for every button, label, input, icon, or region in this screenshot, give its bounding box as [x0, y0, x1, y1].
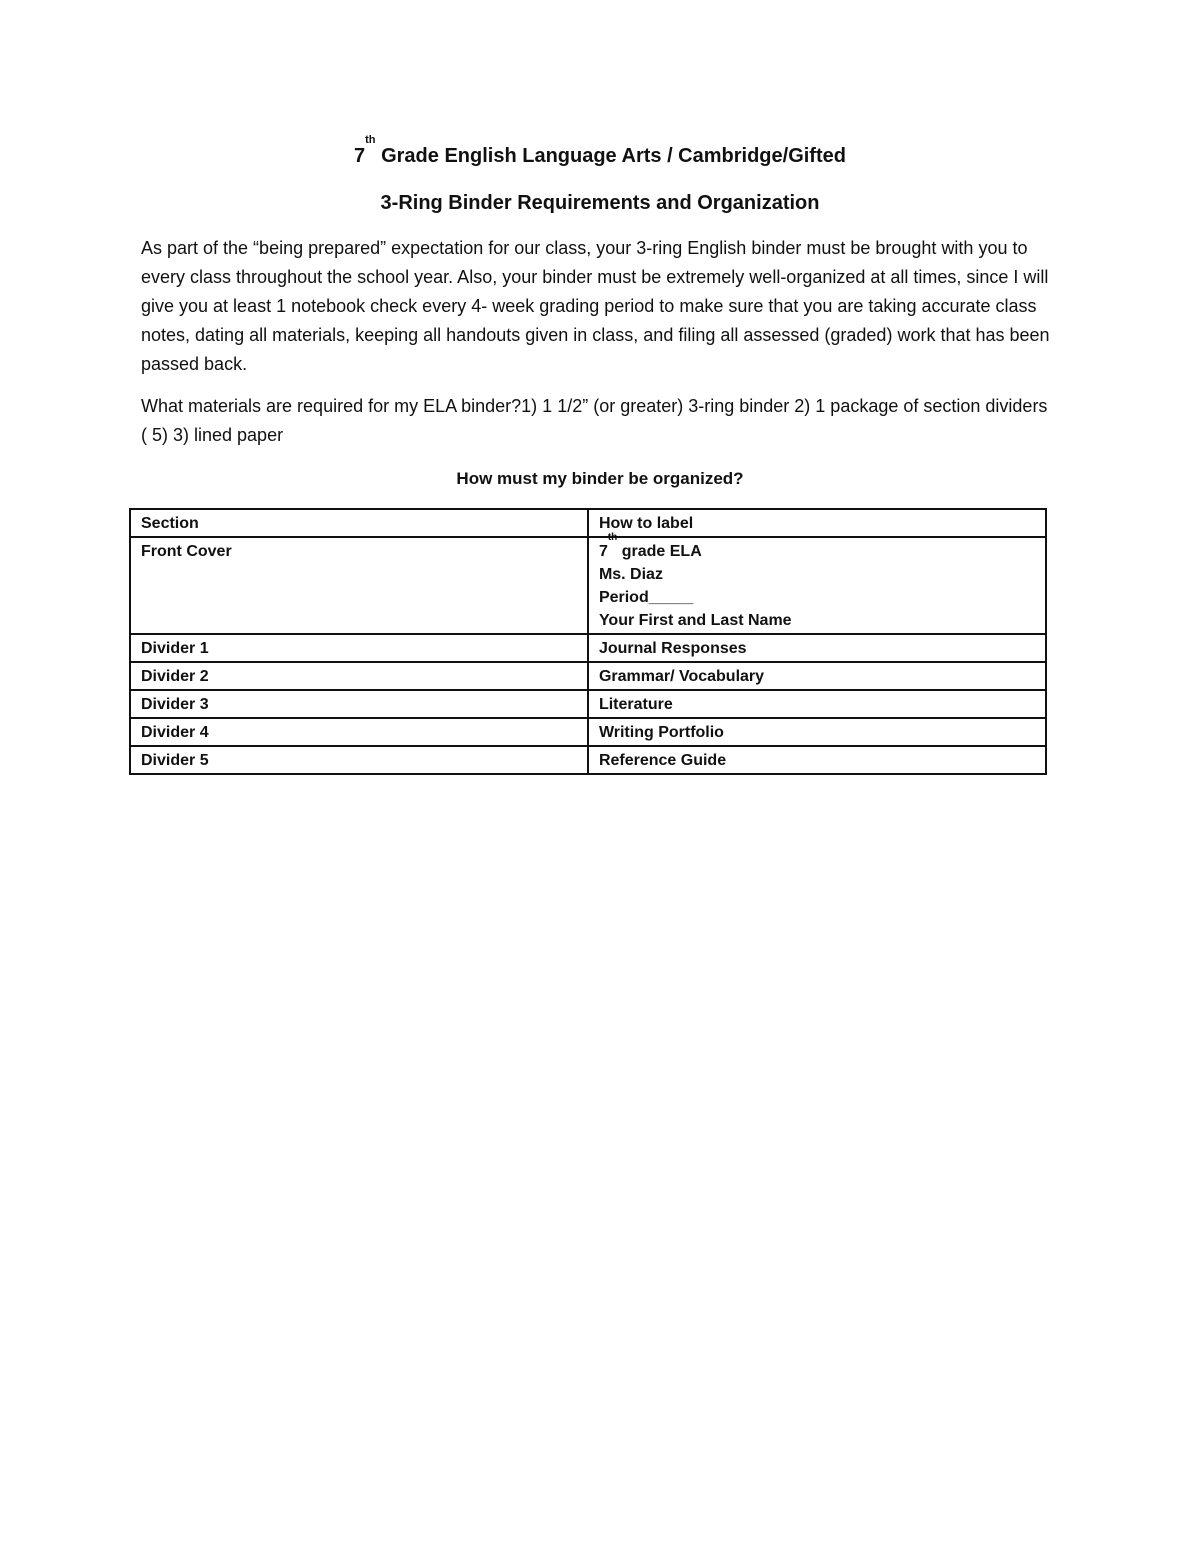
divider-label-cell: Journal Responses — [588, 634, 1046, 662]
divider-label-cell: Literature — [588, 690, 1046, 718]
front-cover-grade-text: grade ELA — [617, 543, 702, 560]
front-cover-line-name: Your First and Last Name — [598, 612, 792, 629]
title-grade-superscript: th — [365, 134, 376, 146]
header-cell-label: How to label — [588, 509, 1046, 537]
front-cover-label-cell — [588, 532, 1046, 634]
front-cover-grade-superscript: th — [607, 532, 618, 543]
front-cover-line-grade — [598, 532, 1035, 563]
table-row — [130, 746, 1046, 774]
table-row — [130, 718, 1046, 746]
divider-section-cell: Divider 2 — [130, 662, 588, 690]
divider-label-cell: Grammar/ Vocabulary — [588, 662, 1046, 690]
front-cover-section-cell: Front Cover — [130, 537, 588, 634]
divider-section-cell: Divider 1 — [130, 634, 588, 662]
table-row — [130, 690, 1046, 718]
table-row-front-cover — [130, 537, 1046, 634]
table-header-row — [130, 509, 1046, 537]
divider-section-cell: Divider 3 — [130, 690, 588, 718]
table-row — [130, 662, 1046, 690]
title-grade-number: 7 — [354, 145, 366, 167]
document-title — [0, 134, 1200, 169]
intro-paragraph: As part of the “being prepared” expectation for our class, your 3-ring English binder must be brought with you to every class throughout the school year. Also, your binder must be extremely well-organized at all times, since I will give you at least 1 notebook check every 4- week grading period to make sure that you are taking accurate class notes, dating all materials, keeping all handouts given in class, and filing all assessed (graded) work that has been passed back. — [141, 238, 1050, 374]
divider-label-cell: Writing Portfolio — [588, 718, 1046, 746]
divider-section-cell: Divider 5 — [130, 746, 588, 774]
divider-section-cell: Divider 4 — [130, 718, 588, 746]
organization-heading: How must my binder be organized? — [456, 469, 744, 488]
binder-organization-table — [129, 508, 1047, 775]
front-cover-grade-number: 7 — [598, 543, 608, 560]
divider-label-cell: Reference Guide — [588, 746, 1046, 774]
front-cover-line-teacher: Ms. Diaz — [598, 566, 663, 583]
header-cell-section: Section — [130, 509, 588, 537]
front-cover-line-period: Period_____ — [598, 589, 694, 606]
materials-paragraph: What materials are required for my ELA binder?1) 1 1/2” (or greater) 3-ring binder 2) 1 package of section dividers ( 5) 3) lined paper — [141, 396, 1048, 445]
document-subtitle: 3-Ring Binder Requirements and Organization — [380, 192, 820, 214]
title-text: Grade English Language Arts / Cambridge/Gifted — [375, 145, 846, 167]
table-row — [130, 634, 1046, 662]
